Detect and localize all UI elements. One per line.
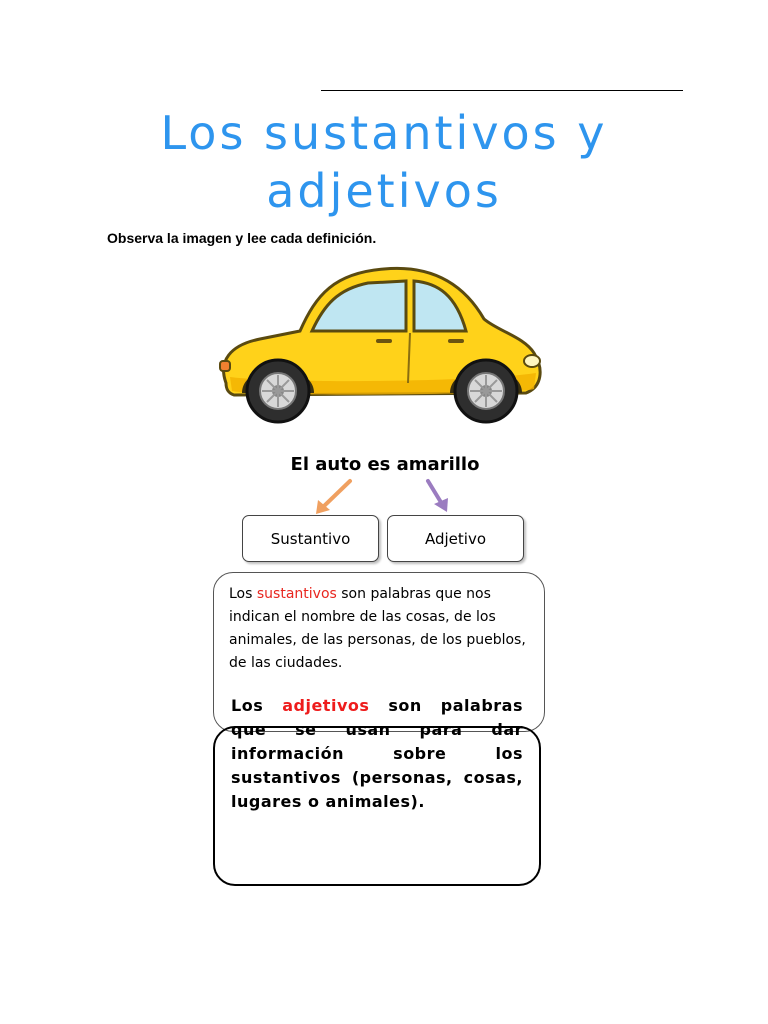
noun-label-box: Sustantivo (242, 515, 379, 562)
noun-definition-prefix: Los (229, 586, 257, 602)
adjective-definition-text (231, 694, 523, 814)
instruction-text: Observa la imagen y lee cada definición. (107, 230, 377, 246)
arrow-to-adjective-icon (428, 481, 448, 512)
page-title: Los sustantivos y adjetivos (160, 106, 608, 218)
adjective-definition-rest: son palabras que se usan para dar información sobre los sustantivos (personas, cosas, lugares o animales). (231, 696, 523, 811)
arrow-to-noun-icon (316, 481, 350, 514)
pointer-arrows (300, 476, 470, 518)
adjective-keyword: adjetivos (282, 696, 370, 715)
adjective-definition-prefix: Los (231, 696, 283, 715)
adjective-label-box: Adjetivo (387, 515, 524, 562)
noun-definition-rest: son palabras que nos indican el nombre de las cosas, de los animales, de las personas, de los pueblos, de las ciudades. (229, 586, 526, 671)
yellow-car-icon (216, 265, 546, 430)
example-sentence: El auto es amarillo (290, 454, 480, 475)
name-line (321, 90, 683, 91)
noun-keyword: sustantivos (256, 586, 337, 602)
